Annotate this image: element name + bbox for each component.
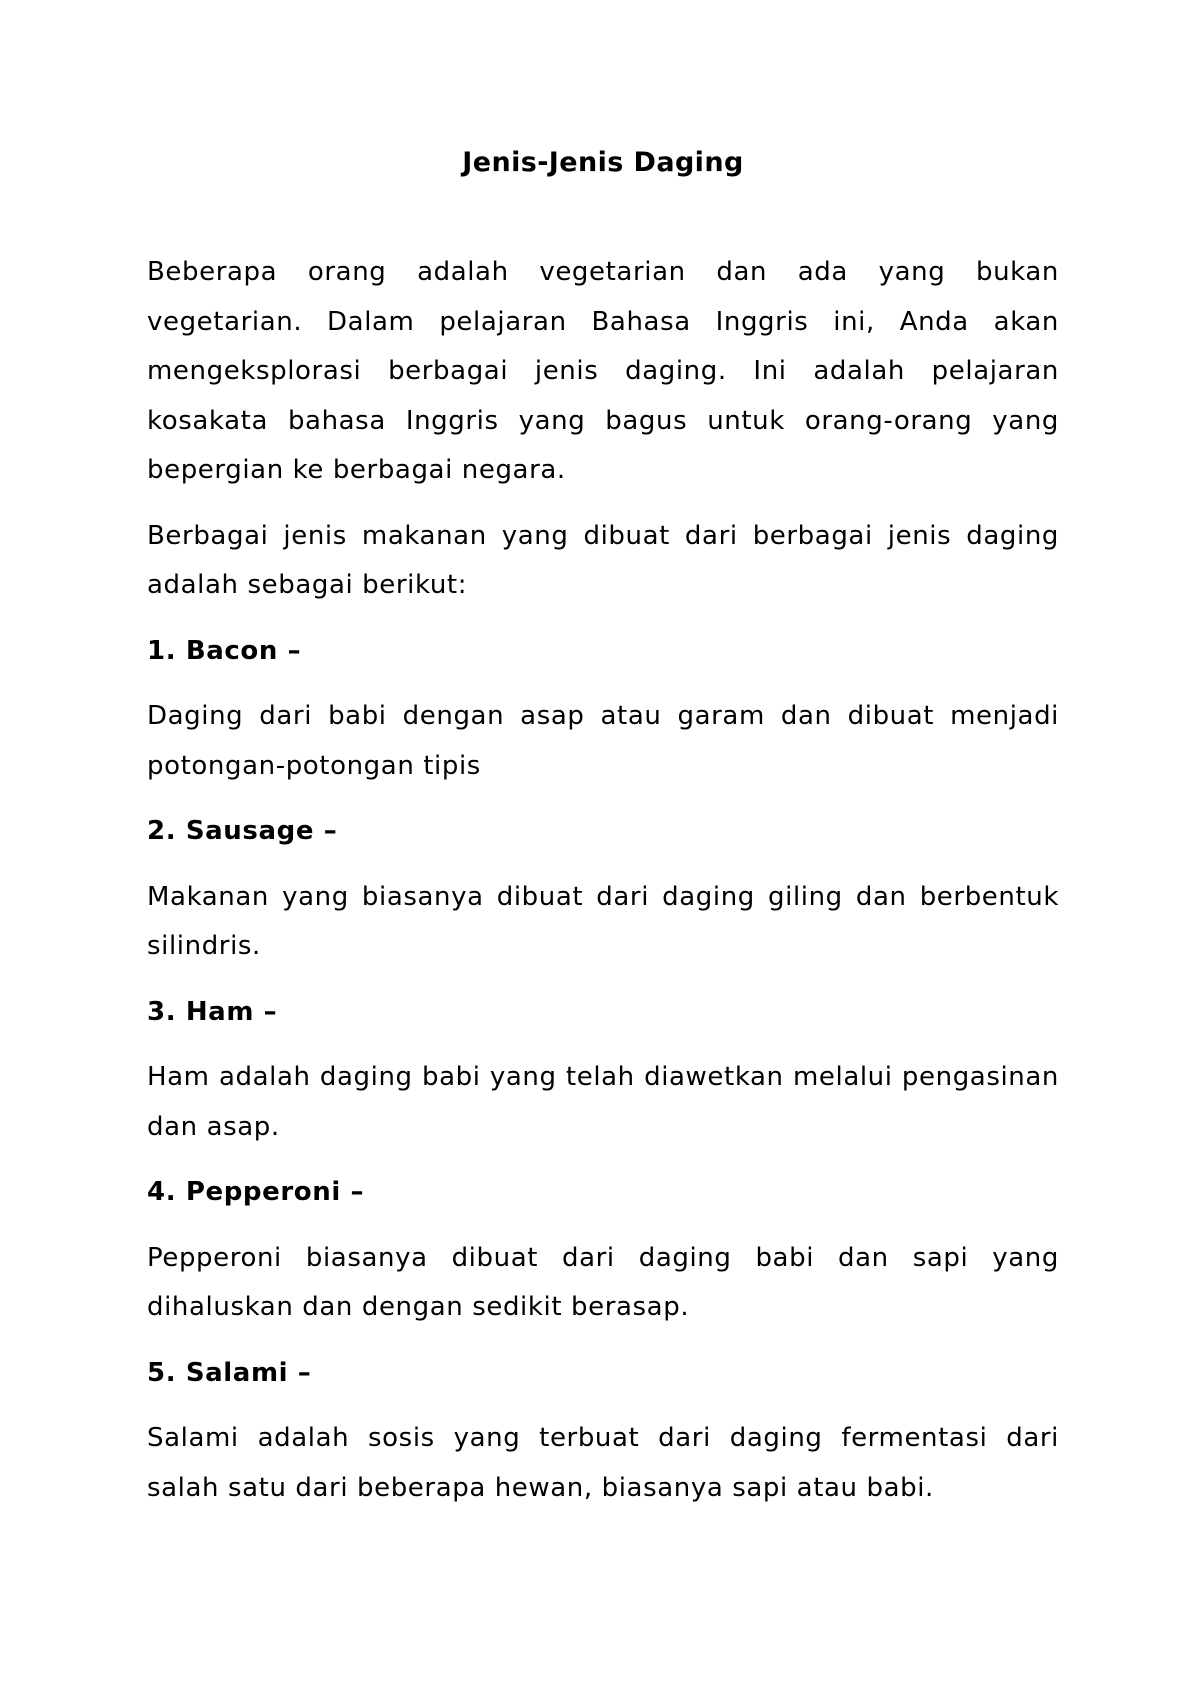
list-item xyxy=(147,627,1059,792)
list-item xyxy=(147,1349,1059,1514)
intro-paragraph: Beberapa orang adalah vegetarian dan ada yang bukan vegetarian. Dalam pelajaran Bahasa Inggris ini, Anda akan mengeksplorasi berbagai jenis daging. Ini adalah pelajaran kosakata bahasa Inggris yang bagus untuk orang-orang yang bepergian ke berbagai negara. xyxy=(147,257,1059,485)
item-description: Salami adalah sosis yang terbuat dari daging fermentasi dari salah satu dari beberapa hewan, biasanya sapi atau babi. xyxy=(147,1423,1059,1503)
list-item xyxy=(147,1168,1059,1333)
item-heading: 3. Ham – xyxy=(147,996,278,1027)
document-title: Jenis-Jenis Daging xyxy=(462,147,744,178)
item-heading: 2. Sausage – xyxy=(147,816,338,846)
list-item xyxy=(147,988,1059,1153)
item-heading: 1. Bacon – xyxy=(147,635,302,666)
list-item xyxy=(147,807,1059,972)
item-heading: 4. Pepperoni – xyxy=(147,1177,365,1207)
item-description: Daging dari babi dengan asap atau garam dan dibuat menjadi potongan-potongan tipis xyxy=(147,701,1059,781)
item-heading: 5. Salami – xyxy=(147,1357,312,1388)
document-page xyxy=(147,140,1059,1529)
intro-paragraph: Berbagai jenis makanan yang dibuat dari berbagai jenis daging adalah sebagai berikut: xyxy=(147,520,1059,600)
item-description: Pepperoni biasanya dibuat dari daging babi dan sapi yang dihaluskan dan dengan sedikit berasap. xyxy=(147,1242,1059,1322)
item-description: Ham adalah daging babi yang telah diawetkan melalui pengasinan dan asap. xyxy=(147,1062,1059,1142)
item-description: Makanan yang biasanya dibuat dari daging giling dan berbentuk silindris. xyxy=(147,881,1059,961)
